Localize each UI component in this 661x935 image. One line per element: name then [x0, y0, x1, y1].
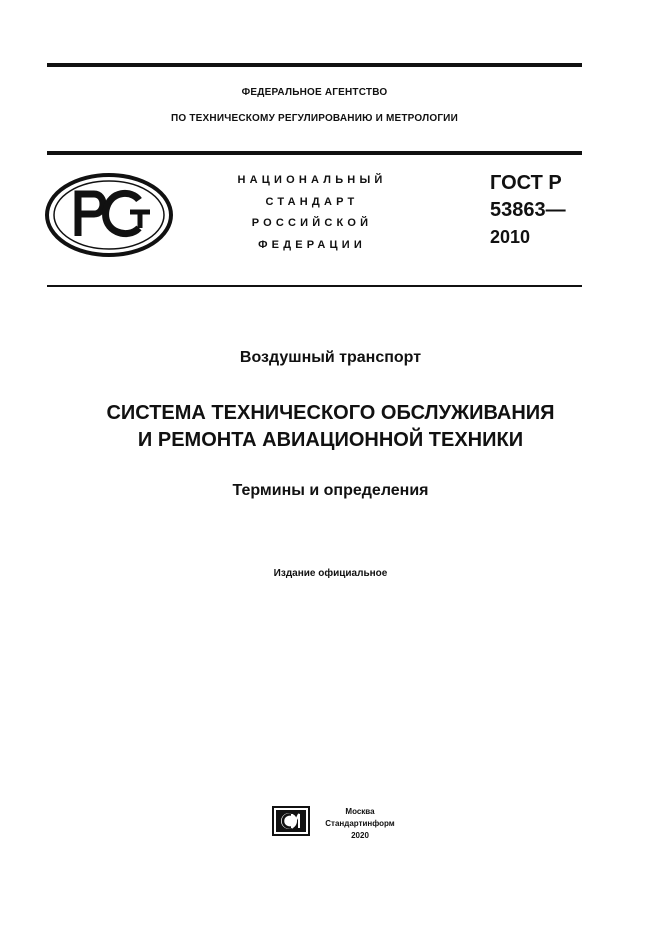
top-rule — [47, 63, 582, 67]
bottom-rule — [47, 285, 582, 287]
standard-kind-line-1: НАЦИОНАЛЬНЫЙ — [237, 174, 387, 186]
document-subject: Воздушный транспорт — [239, 349, 422, 366]
middle-rule — [47, 151, 582, 155]
standartinform-logo-icon — [272, 806, 310, 836]
rst-emblem-icon — [44, 172, 174, 258]
publisher-year: 2020 — [351, 831, 369, 840]
publisher-name: Стандартинформ — [325, 819, 395, 828]
standard-kind-line-4: ФЕДЕРАЦИИ — [258, 238, 366, 251]
standard-code — [490, 170, 566, 251]
agency-line-2: ПО ТЕХНИЧЕСКОМУ РЕГУЛИРОВАНИЮ И МЕТРОЛОГИИ — [171, 113, 458, 124]
agency-line-1: ФЕДЕРАЛЬНОЕ АГЕНТСТВО — [241, 87, 388, 98]
document-title-line-1: СИСТЕМА ТЕХНИЧЕСКОГО ОБСЛУЖИВАНИЯ — [106, 402, 555, 424]
document-title — [0, 400, 661, 454]
document-title-line-2: И РЕМОНТА АВИАЦИОННОЙ ТЕХНИКИ — [137, 429, 524, 451]
standard-code-line-2: 53863— — [490, 199, 566, 221]
standard-kind — [222, 170, 402, 256]
standard-kind-line-3: РОССИЙСКОЙ — [251, 217, 373, 229]
document-subtitle: Термины и определения — [232, 482, 429, 499]
standard-code-line-1: ГОСТ Р — [490, 172, 562, 194]
edition-note: Издание официальное — [273, 568, 388, 579]
publisher-city: Москва — [345, 807, 375, 816]
standard-kind-line-2: СТАНДАРТ — [265, 195, 359, 208]
standard-code-year: 2010 — [490, 227, 531, 247]
publisher-block — [310, 806, 410, 842]
